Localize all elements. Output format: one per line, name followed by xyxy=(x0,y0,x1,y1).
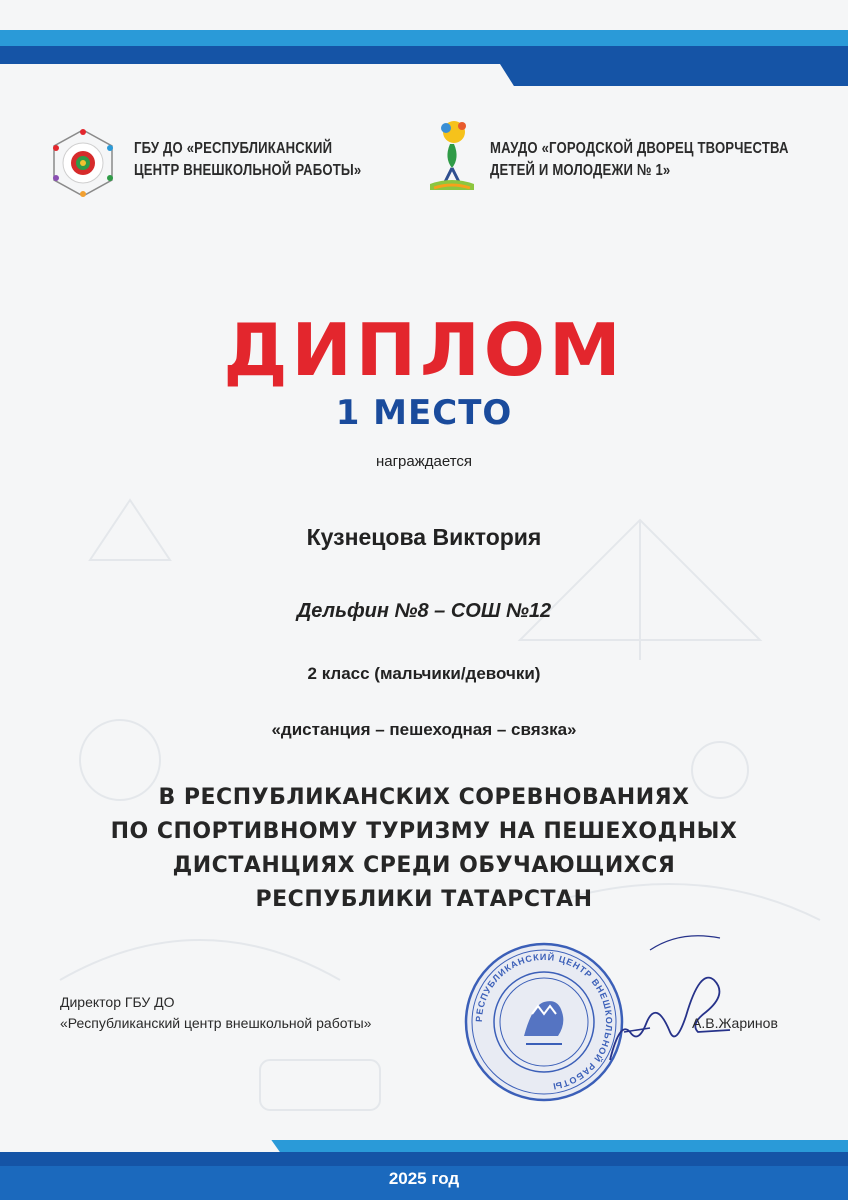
dvorec-logo xyxy=(426,118,478,194)
discipline-label: «дистанция – пешеходная – связка» xyxy=(271,720,577,739)
competition-line: В РЕСПУБЛИКАНСКИХ СОРЕВНОВАНИЯХ xyxy=(158,785,690,810)
top-stripe-light xyxy=(0,30,848,46)
signer-name: А.В.Жаринов xyxy=(692,1015,778,1031)
org-right-name xyxy=(490,138,789,182)
top-stripe-wedge xyxy=(500,64,848,86)
signer-position-line1: Директор ГБУ ДО xyxy=(60,994,175,1010)
competition-line: ДИСТАНЦИЯХ СРЕДИ ОБУЧАЮЩИХСЯ xyxy=(172,853,676,878)
org-left-line2: ЦЕНТР ВНЕШКОЛЬНОЙ РАБОТЫ» xyxy=(134,162,362,179)
team-name: Дельфин №8 – СОШ №12 xyxy=(296,600,552,622)
class-label: 2 класс (мальчики/девочки) xyxy=(307,664,541,683)
competition-line: РЕСПУБЛИКИ ТАТАРСТАН xyxy=(255,887,593,912)
bottom-stripe-dark xyxy=(0,1152,848,1166)
diploma-title: ДИПЛОМ xyxy=(223,308,625,392)
competition-line: ПО СПОРТИВНОМУ ТУРИЗМУ НА ПЕШЕХОДНЫХ xyxy=(110,819,738,844)
recipient-name: Кузнецова Виктория xyxy=(306,524,542,550)
org-left-name xyxy=(134,138,361,182)
year-label: 2025 год xyxy=(388,1169,460,1188)
org-right-line2: ДЕТЕЙ И МОЛОДЕЖИ № 1» xyxy=(490,162,671,179)
signer-position-line2: «Республиканский центр внешкольной работы» xyxy=(60,1015,372,1031)
org-right-line1: МАУДО «ГОРОДСКОЙ ДВОРЕЦ ТВОРЧЕСТВА xyxy=(490,140,789,157)
stamp-text: РЕСПУБЛИКАНСКИЙ ЦЕНТР ВНЕШКОЛЬНОЙ РАБОТЫ xyxy=(473,951,615,1092)
place-label: 1 МЕСТО xyxy=(335,393,513,433)
org-left-line1: ГБУ ДО «РЕСПУБЛИКАНСКИЙ xyxy=(134,140,333,157)
handwritten-signature xyxy=(590,920,740,1070)
awarded-label: награждается xyxy=(375,453,473,470)
top-stripe-dark xyxy=(0,46,848,64)
rcvr-logo xyxy=(46,126,120,200)
